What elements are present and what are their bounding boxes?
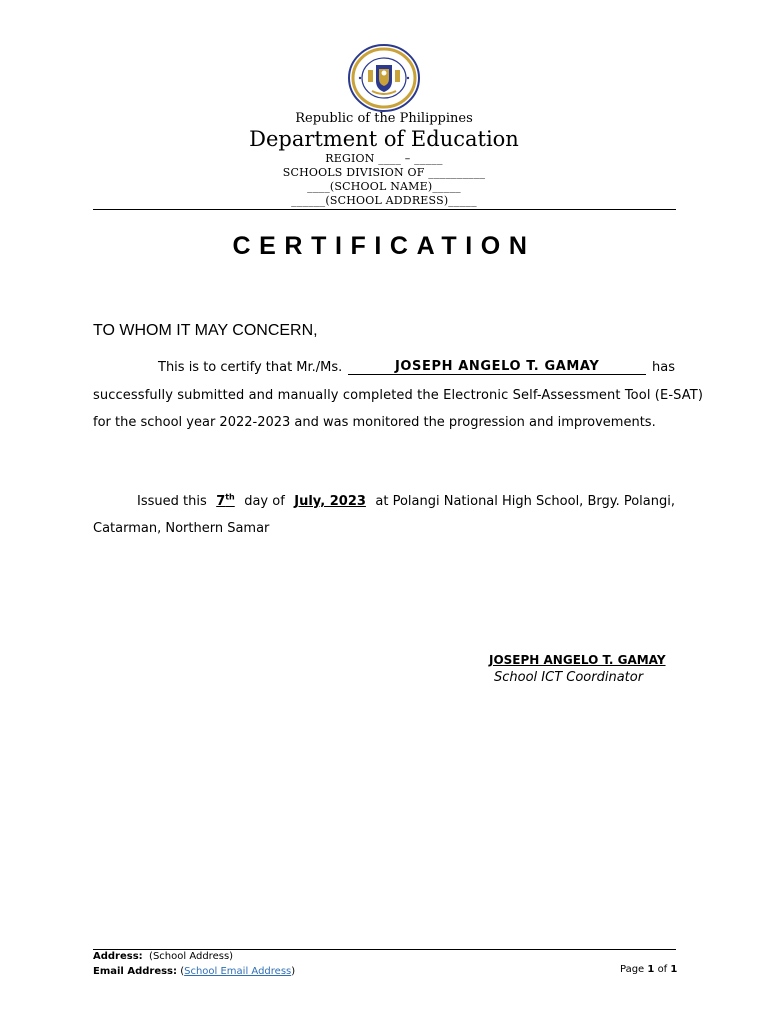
has-text: has	[652, 360, 675, 375]
issued-line	[93, 494, 675, 509]
email-label: Email Address:	[93, 966, 178, 977]
page-current: 1	[647, 964, 655, 975]
page-of: of	[657, 964, 668, 975]
salutation: TO WHOM IT MAY CONCERN,	[93, 322, 318, 339]
email-open-paren: (	[180, 966, 185, 977]
certify-text: This is to certify that Mr./Ms.	[158, 360, 343, 375]
division-line: SCHOOLS DIVISION OF __________	[282, 166, 486, 179]
issue-location-text: at Polangi National High School, Brgy. Polangi,	[375, 494, 675, 509]
region-line: REGION ____ – _____	[325, 152, 443, 165]
body-line-3: for the school year 2022-2023 and was monitored the progression and improvements.	[93, 415, 656, 430]
footer-address	[93, 951, 233, 962]
page-label: Page	[620, 964, 645, 975]
address-label: Address:	[93, 951, 143, 962]
address-value: (School Address)	[149, 951, 234, 962]
day-of-text: day of	[244, 494, 285, 509]
republic-line: Republic of the Philippines	[295, 111, 473, 126]
footer-email	[93, 966, 295, 977]
issued-text: Issued this	[137, 494, 207, 509]
issue-day	[216, 494, 235, 509]
document-title: CERTIFICATION	[232, 232, 536, 260]
email-link[interactable]: School Email Address	[184, 966, 292, 977]
school-address-line: ______(SCHOOL ADDRESS)_____	[291, 194, 477, 207]
page-total: 1	[670, 964, 678, 975]
issue-location-line: Catarman, Northern Samar	[93, 521, 270, 536]
school-name-line: ____(SCHOOL NAME)_____	[307, 180, 461, 193]
deped-seal-logo	[346, 43, 422, 113]
footer-divider	[93, 949, 676, 950]
recipient-name-field	[348, 360, 646, 375]
page-number	[620, 964, 677, 975]
issue-day-number: 7	[216, 494, 226, 509]
header-divider	[93, 209, 676, 210]
body-line-2: successfully submitted and manually completed the Electronic Self-Assessment Tool (E-SAT)	[93, 388, 704, 403]
department-name: Department of Education	[249, 127, 519, 151]
signatory-position: School ICT Coordinator	[494, 670, 644, 685]
signatory-name: JOSEPH ANGELO T. GAMAY	[489, 653, 666, 667]
recipient-name: JOSEPH ANGELO T. GAMAY	[394, 359, 600, 374]
email-close-paren: )	[291, 966, 296, 977]
body-line-1	[93, 360, 675, 375]
issue-month-year: July, 2023	[294, 494, 366, 509]
issue-day-suffix: th	[225, 492, 235, 502]
